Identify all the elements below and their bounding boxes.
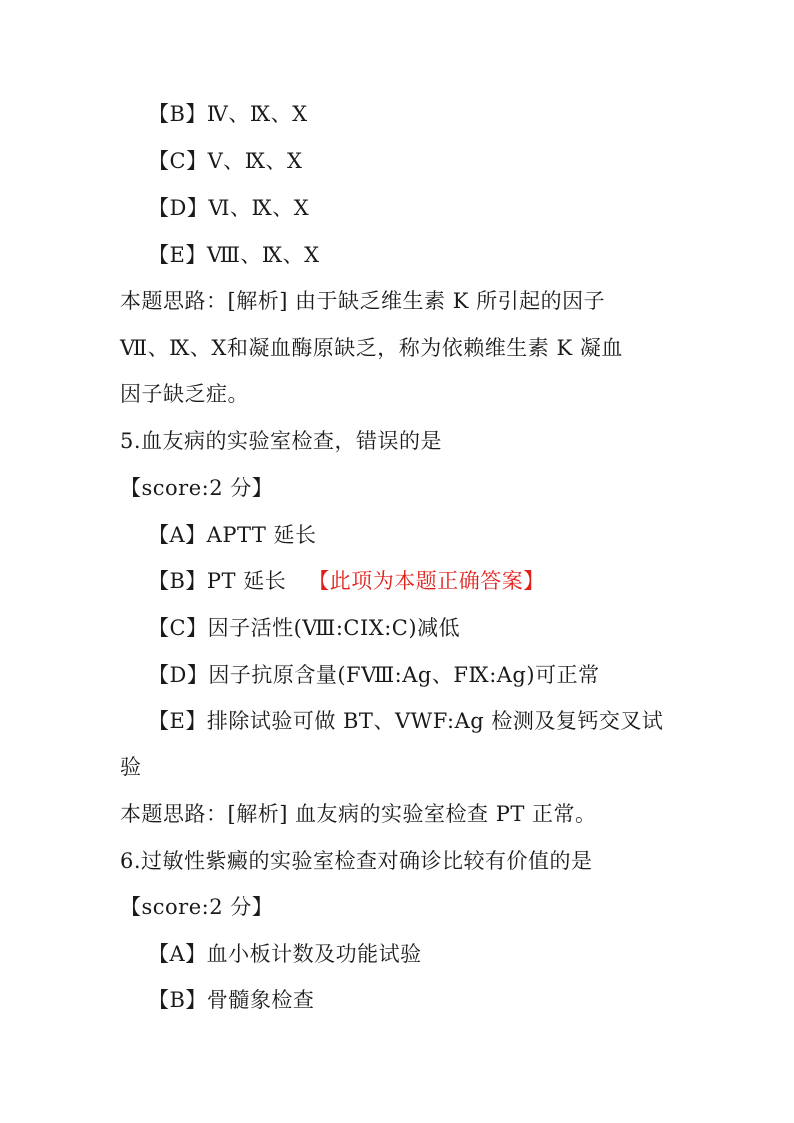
q5-option-a: 【A】APTT 延长	[148, 523, 317, 547]
q6-title: 6.过敏性紫癜的实验室检查对确诊比较有价值的是	[120, 849, 593, 873]
q6-option-a: 【A】血小板计数及功能试验	[148, 942, 422, 966]
q4-explanation-line-2: Ⅶ、Ⅸ、Ⅹ和凝血酶原缺乏，称为依赖维生素 K 凝血	[120, 336, 623, 360]
q5-option-e: 【E】排除试验可做 BT、VWF:Ag 检测及复钙交叉试	[148, 709, 664, 733]
q4-option-d: 【D】Ⅵ、Ⅸ、Ⅹ	[148, 196, 310, 220]
q5-option-b	[148, 566, 545, 596]
q4-explanation-line-3: 因子缺乏症。	[120, 382, 249, 406]
q5-title: 5.血友病的实验室检查，错误的是	[120, 429, 443, 453]
q4-option-e: 【E】Ⅷ、Ⅸ、Ⅹ	[148, 243, 320, 267]
q5-option-b-text: 【B】PT 延长	[148, 569, 287, 593]
q4-explanation-line-1: 本题思路：[解析] 由于缺乏维生素 K 所引起的因子	[120, 289, 606, 313]
correct-answer-marker: 【此项为本题正确答案】	[308, 569, 545, 593]
q5-explanation: 本题思路：[解析] 血友病的实验室检查 PT 正常。	[120, 802, 597, 826]
q6-score: 【score:2 分】	[120, 895, 274, 919]
q5-score: 【score:2 分】	[120, 476, 274, 500]
q5-option-d: 【D】因子抗原含量(FⅧ:Ag、FⅨ:Ag)可正常	[148, 663, 600, 687]
q5-option-c: 【C】因子活性(Ⅷ:CIX:C)减低	[148, 616, 461, 640]
q4-option-b: 【B】Ⅳ、Ⅸ、Ⅹ	[148, 102, 308, 126]
q6-option-b: 【B】骨髓象检查	[148, 988, 315, 1012]
q5-option-e-continued: 验	[120, 755, 142, 779]
q4-option-c: 【C】Ⅴ、Ⅸ、Ⅹ	[148, 149, 303, 173]
